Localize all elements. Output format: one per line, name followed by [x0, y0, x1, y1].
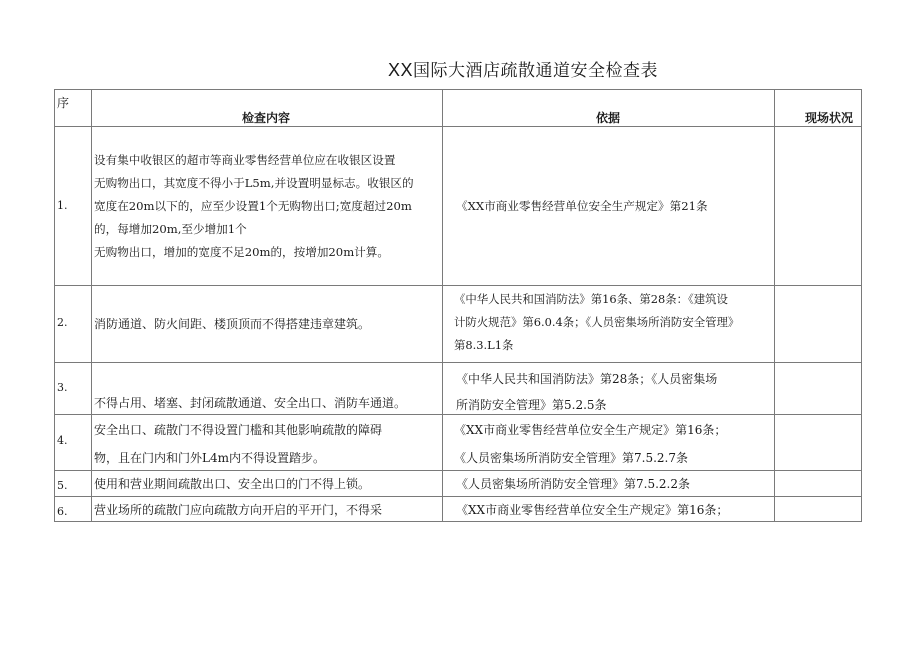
row-number: 2.: [57, 316, 68, 329]
table-col-divider: [91, 89, 92, 522]
basis-text: 《中华人民共和国消防法》第16条、第28条：《建筑设 计防火规范》第6.0.4条；《人员密集场所消防安全管理》 第8.3.L1条: [454, 292, 740, 352]
table-border-top: [54, 89, 862, 90]
document-title: XX国际大酒店疏散通道安全检查表: [388, 60, 659, 81]
check-content: 设有集中收银区的超市等商业零售经营单位应在收银区设置 无购物出口，其宽度不得小于L5m,并设置明显标志。收银区的 宽度在20m以下的，应至少设置1个无购物出口;宽度超过20m 的，每增加20m,至少增加1个 无购物出口，增加的宽度不足20m的，按增加20m计算。: [94, 153, 414, 259]
table-col-divider: [861, 89, 862, 522]
header-content: 检查内容: [242, 111, 291, 125]
row-number: 5.: [57, 479, 68, 492]
check-content: 消防通道、防火间距、楼顶顶而不得搭建违章建筑。: [94, 317, 371, 331]
header-basis: 依据: [596, 111, 621, 125]
table-col-divider: [54, 89, 55, 522]
basis-text: 《人员密集场所消防安全管理》第7.5.2.2条: [456, 477, 690, 491]
check-content: 营业场所的疏散门应向疏散方向开启的平开门，不得采: [94, 503, 383, 517]
table-row-divider: [54, 285, 862, 286]
check-content: 使用和营业期间疏散出口、安全出口的门不得上锁。: [94, 477, 371, 491]
row-number: 1.: [57, 199, 68, 212]
basis-text: 《XX市商业零售经营单位安全生产规定》第16条； 《人员密集场所消防安全管理》第7.5.2.7条: [454, 423, 727, 465]
check-content: 安全出口、疏散门不得设置门槛和其他影响疏散的障碍 物，且在门内和门外L4m内不得设置踏步。: [94, 423, 383, 465]
row-number: 6.: [57, 505, 68, 518]
table-col-divider: [774, 89, 775, 522]
check-content: 不得占用、堵塞、封闭疏散通道、安全出口、消防车通道。: [94, 396, 407, 410]
basis-text: 《XX市商业零售经营单位安全生产规定》第16条；: [456, 503, 729, 517]
table-row-divider: [54, 126, 862, 127]
table-row-divider: [54, 362, 862, 363]
header-seq: 序: [57, 96, 70, 110]
basis-text: 《中华人民共和国消防法》第28条；《人员密集场 所消防安全管理》第5.2.5条: [456, 372, 718, 412]
header-status: 现场状况: [805, 111, 854, 125]
row-number: 3.: [57, 381, 68, 394]
table-col-divider: [442, 89, 443, 522]
basis-text: 《XX市商业零售经营单位安全生产规定》第21条: [456, 199, 708, 213]
row-number: 4.: [57, 434, 68, 447]
table-row-divider: [54, 496, 862, 497]
